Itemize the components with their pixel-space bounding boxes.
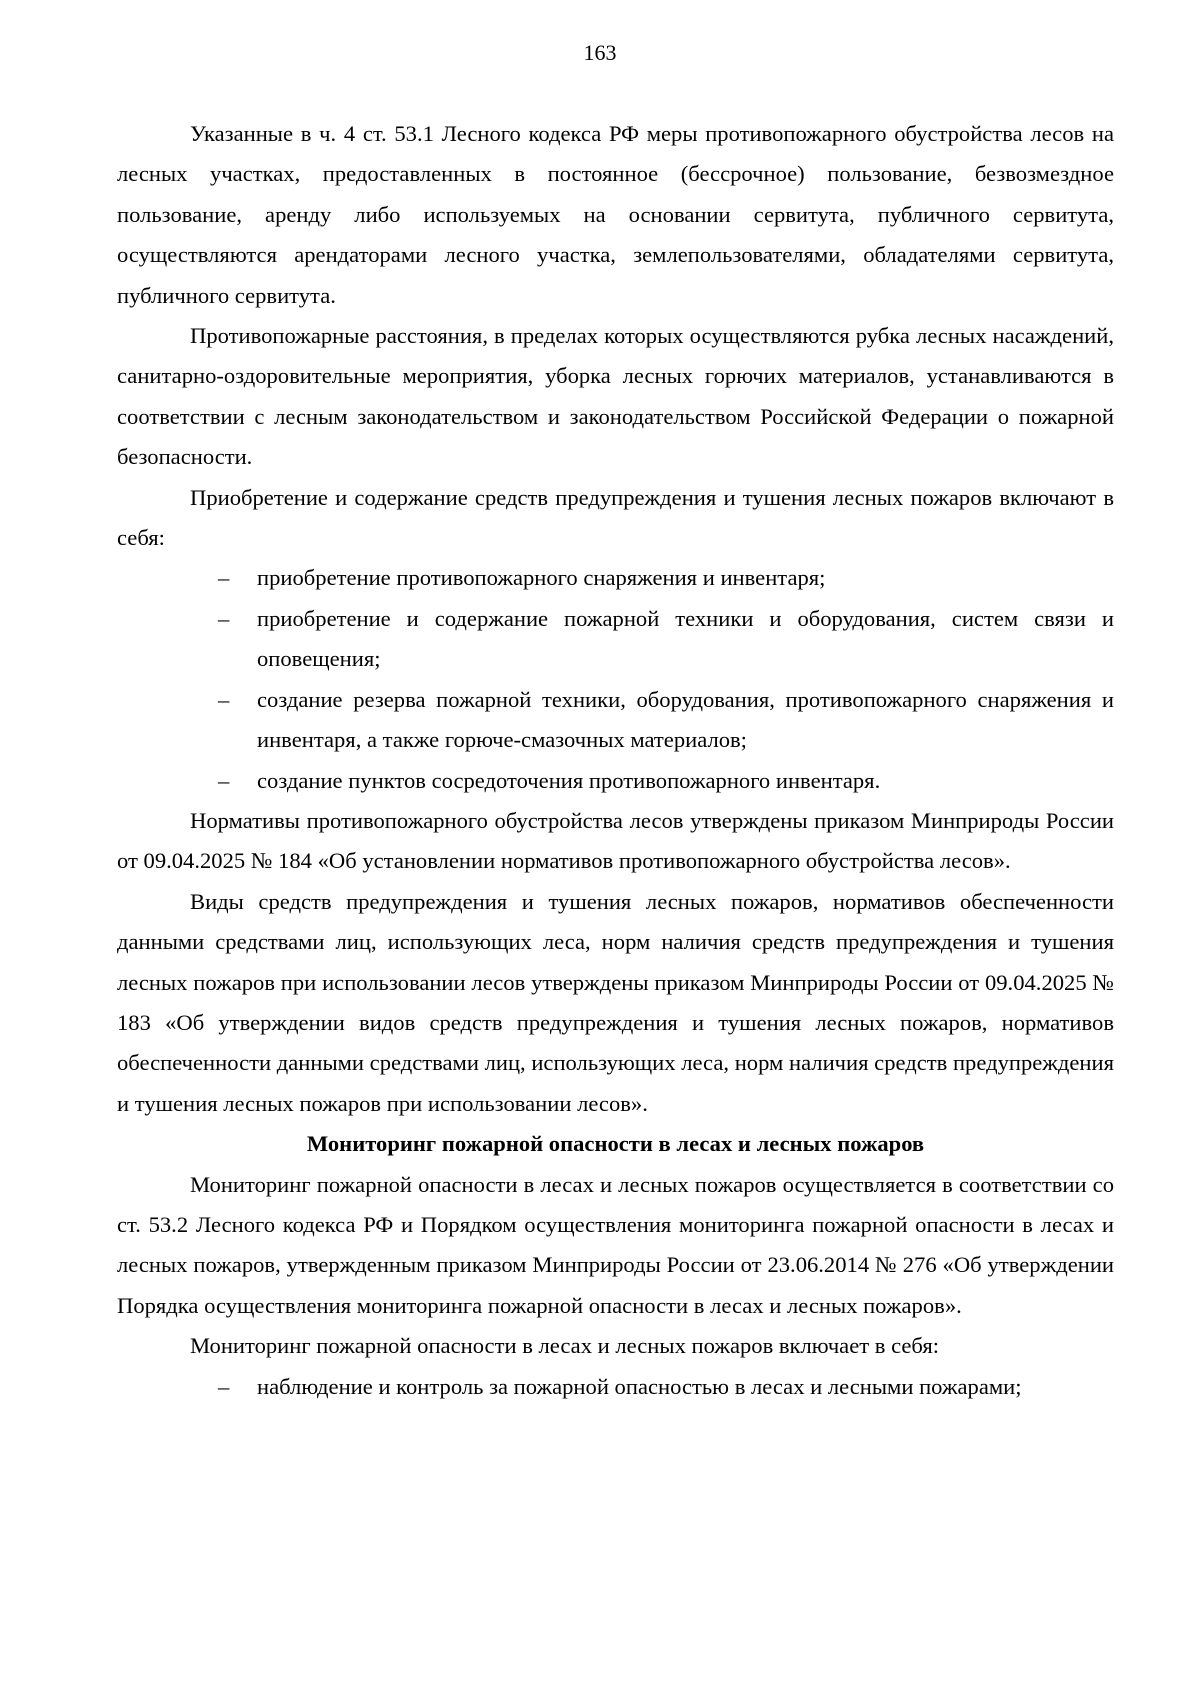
list-item-text: создание пунктов сосредоточения противопожарного инвентаря.	[257, 767, 881, 793]
list-item-text: создание резерва пожарной техники, оборудования, противопожарного снаряжения и инвентаря, а также горюче-смазочных материалов;	[257, 686, 1114, 753]
paragraph-monitoring-intro: Мониторинг пожарной опасности в лесах и лесных пожаров включает в себя:	[190, 1333, 940, 1359]
list-dash: –	[218, 605, 230, 631]
list-item	[117, 680, 1114, 761]
document-body	[117, 114, 1114, 1407]
section-heading: Мониторинг пожарной опасности в лесах и лесных пожаров	[306, 1131, 925, 1157]
paragraph-norms-184: Нормативы противопожарного обустройства лесов утверждены приказом Минприроды России от 09.04.2025 № 184 «Об установлении нормативов противопожарного обустройства лесов».	[117, 807, 1114, 874]
paragraph-norms-183: Виды средств предупреждения и тушения лесных пожаров, нормативов обеспеченности данными средствами лиц, использующих леса, норм наличия средств предупреждения и тушения лесных пожаров при использовании лесов утверждены приказом Минприроды России от 09.04.2025 № 183 «Об утверждении видов средств предупреждения и тушения лесных пожаров, нормативов обеспеченности данными средствами лиц, использующих леса, норм наличия средств предупреждения и тушения лесных пожаров при использовании лесов».	[117, 888, 1114, 1116]
list-item	[117, 599, 1114, 680]
acquisition-list	[117, 558, 1114, 800]
monitoring-list	[117, 1367, 1114, 1407]
paragraph-monitoring-basis: Мониторинг пожарной опасности в лесах и лесных пожаров осуществляется в соответствии со ст. 53.2 Лесного кодекса РФ и Порядком осуществления мониторинга пожарной опасности в лесах и лесных пожаров, утвержденным приказом Минприроды России от 23.06.2014 № 276 «Об утверждении Порядка осуществления мониторинга пожарной опасности в лесах и лесных пожаров».	[117, 1171, 1114, 1318]
list-dash: –	[218, 767, 230, 793]
list-item-text: приобретение противопожарного снаряжения и инвентаря;	[257, 565, 826, 591]
paragraph-fire-distances: Противопожарные расстояния, в пределах которых осуществляются рубка лесных насаждений, санитарно-оздоровительные мероприятия, уборка лесных горючих материалов, устанавливаются в соответствии с лесным законодательством и законодательством Российской Федерации о пожарной безопасности.	[117, 323, 1114, 470]
paragraph-lease-measures: Указанные в ч. 4 ст. 53.1 Лесного кодекса РФ меры противопожарного обустройства лесов на лесных участках, предоставленных в постоянное (бессрочное) пользование, безвозмездное пользование, аренду либо используемых на основании сервитута, публичного сервитута, осуществляются арендаторами лесного участка, землепользователями, обладателями сервитута, публичного сервитута.	[117, 121, 1114, 308]
list-item-text: наблюдение и контроль за пожарной опасностью в лесах и лесными пожарами;	[257, 1373, 1022, 1399]
list-dash: –	[218, 686, 230, 712]
list-dash: –	[218, 1373, 230, 1399]
page-number: 163	[583, 40, 617, 65]
list-item	[117, 558, 1114, 598]
list-item-text: приобретение и содержание пожарной техники и оборудования, систем связи и оповещения;	[257, 605, 1114, 672]
list-dash: –	[218, 565, 230, 591]
list-item	[117, 1367, 1114, 1407]
list-item	[117, 761, 1114, 801]
paragraph-acquisition-intro: Приобретение и содержание средств предупреждения и тушения лесных пожаров включают в себя:	[117, 484, 1114, 551]
